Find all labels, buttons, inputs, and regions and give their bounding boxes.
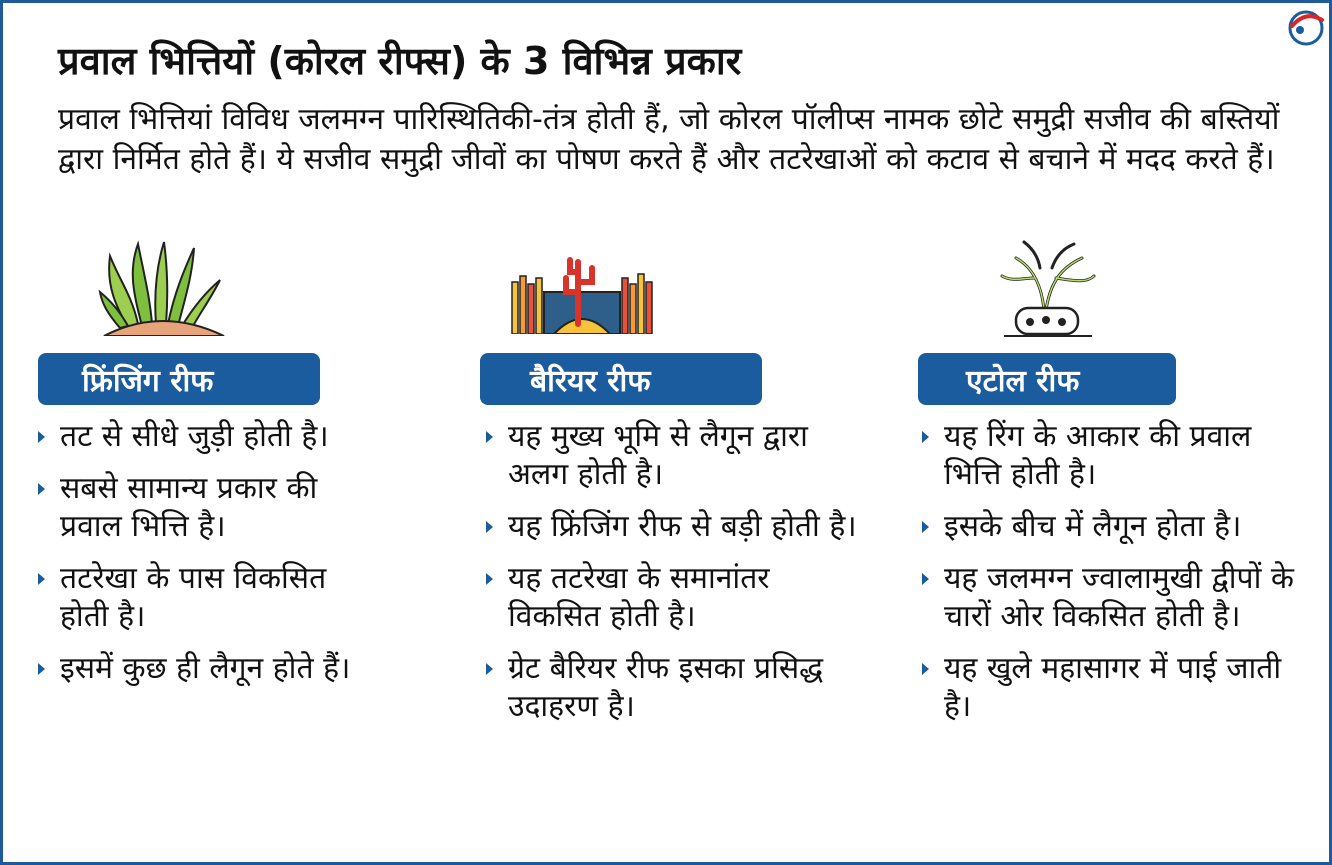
bullet-arrow-icon <box>38 431 45 443</box>
brand-logo-icon <box>1278 6 1328 52</box>
bullet-arrow-icon <box>486 521 493 533</box>
list-item: सबसे सामान्य प्रकार की प्रवाल भित्ति है। <box>36 470 360 546</box>
list-item: ग्रेट बैरियर रीफ इसका प्रसिद्ध उदाहरण है। <box>484 650 864 726</box>
bullet-arrow-icon <box>922 573 929 585</box>
list-item: तटरेखा के पास विकसित होती है। <box>36 560 340 636</box>
bullet-arrow-icon <box>486 431 493 443</box>
barrier-reef-label: बैरियर रीफ <box>480 353 762 405</box>
bullet-arrow-icon <box>922 431 929 443</box>
atoll-reef-label: एटोल रीफ <box>918 353 1176 405</box>
list-item: यह फ्रिंजिंग रीफ से बड़ी होती है। <box>484 508 864 546</box>
bullet-arrow-icon <box>486 573 493 585</box>
list-item: यह जलमग्न ज्वालामुखी द्वीपों के चारों ओर विकसित होती है। <box>920 560 1300 636</box>
list-item: यह रिंग के आकार की प्रवाल भित्ति होती है। <box>920 418 1300 494</box>
list-item: यह मुख्य भूमि से लैगून द्वारा अलग होती है। <box>484 418 864 494</box>
atoll-reef-points <box>920 418 1300 740</box>
bullet-arrow-icon <box>922 521 929 533</box>
fringing-reef-icon <box>98 236 228 336</box>
bullet-arrow-icon <box>38 663 45 675</box>
barrier-reef-points <box>484 418 864 740</box>
fringing-reef-label: फ्रिंजिंग रीफ <box>38 353 320 405</box>
list-item: यह खुले महासागर में पाई जाती है। <box>920 650 1300 726</box>
bullet-arrow-icon <box>486 663 493 675</box>
intro-paragraph: प्रवाल भित्तियां विविध जलमग्न पारिस्थितिकी-तंत्र होती हैं, जो कोरल पॉलीप्स नामक छोटे समुद्री सजीव की बस्तियों द्वारा निर्मित होते हैं। ये सजीव समुद्री जीवों का पोषण करते हैं और तटरेखाओं को कटाव से बचाने में मदद करते हैं। <box>58 102 1280 177</box>
list-item: इसके बीच में लैगून होता है। <box>920 508 1274 546</box>
list-item: इसमें कुछ ही लैगून होते हैं। <box>36 650 360 688</box>
list-item: तट से सीधे जुड़ी होती है। <box>36 418 396 456</box>
fringing-reef-points <box>36 418 396 702</box>
barrier-reef-icon <box>510 252 654 334</box>
bullet-arrow-icon <box>38 573 45 585</box>
bullet-arrow-icon <box>38 483 45 495</box>
page-title: प्रवाल भित्तियों (कोरल रीफ्स) के 3 विभिन्न प्रकार <box>58 39 742 83</box>
atoll-reef-icon <box>994 238 1102 338</box>
bullet-arrow-icon <box>922 663 929 675</box>
list-item: यह तटरेखा के समानांतर विकसित होती है। <box>484 560 864 636</box>
